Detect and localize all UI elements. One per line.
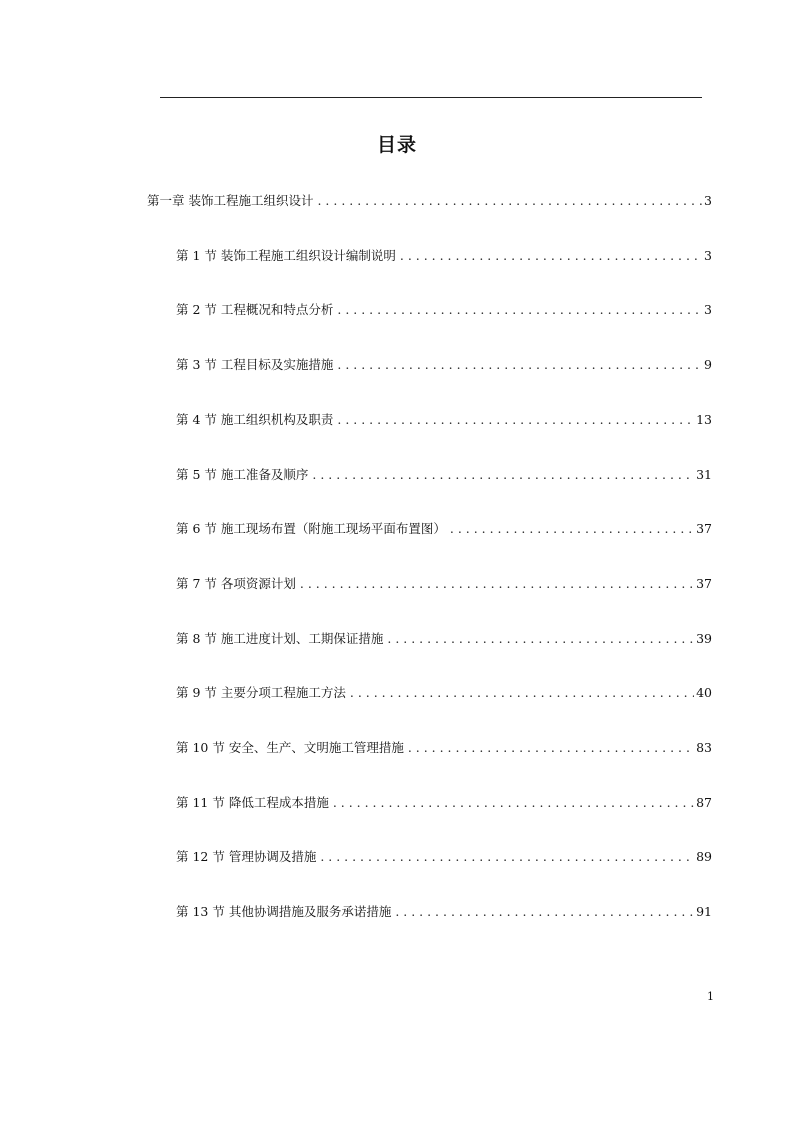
toc-entry-label: 第 12 节 管理协调及措施 bbox=[176, 849, 317, 864]
toc-leader-dots bbox=[320, 849, 694, 865]
toc-entry-label: 第 7 节 各项资源计划 bbox=[176, 576, 296, 591]
toc-entry[interactable] bbox=[176, 904, 712, 920]
toc-entry-label: 第 1 节 装饰工程施工组织设计编制说明 bbox=[176, 248, 396, 263]
toc-leader-dots bbox=[300, 576, 694, 592]
toc-entry-page: 3 bbox=[704, 193, 712, 208]
toc-leader-dots bbox=[450, 521, 694, 537]
toc-entry-label: 第 13 节 其他协调措施及服务承诺措施 bbox=[176, 904, 392, 919]
toc-leader-dots bbox=[333, 795, 694, 811]
toc-entry[interactable] bbox=[176, 412, 712, 428]
toc-leader-dots bbox=[337, 302, 702, 318]
page-number: 1 bbox=[707, 990, 714, 1003]
toc-entry-label: 第 4 节 施工组织机构及职责 bbox=[176, 412, 334, 427]
toc-leader-dots bbox=[350, 685, 694, 701]
toc-leader-dots bbox=[387, 631, 694, 647]
toc-entry-page: 37 bbox=[696, 576, 712, 591]
toc-entry-page: 89 bbox=[696, 849, 712, 864]
toc-entry-page: 13 bbox=[696, 412, 712, 427]
toc-entry-page: 39 bbox=[696, 631, 712, 646]
toc-entry-label: 第 10 节 安全、生产、文明施工管理措施 bbox=[176, 740, 404, 755]
toc-leader-dots bbox=[400, 248, 702, 264]
toc-entry-page: 3 bbox=[704, 248, 712, 263]
toc-entry-page: 31 bbox=[696, 467, 712, 482]
toc-entry[interactable] bbox=[176, 248, 712, 264]
toc-entry-page: 87 bbox=[696, 795, 712, 810]
toc-entry-label: 第 9 节 主要分项工程施工方法 bbox=[176, 685, 346, 700]
toc-entry-page: 91 bbox=[696, 904, 712, 919]
toc-leader-dots bbox=[337, 357, 702, 373]
toc-entry[interactable] bbox=[176, 576, 712, 592]
toc-entry-page: 9 bbox=[704, 357, 712, 372]
toc-entry-label: 第一章 装饰工程施工组织设计 bbox=[147, 193, 314, 208]
toc-entry-label: 第 2 节 工程概况和特点分析 bbox=[176, 302, 334, 317]
toc-leader-dots bbox=[337, 412, 694, 428]
page-title: 目录 bbox=[376, 134, 417, 156]
toc-entry[interactable] bbox=[176, 467, 712, 483]
toc-entry-page: 40 bbox=[696, 685, 712, 700]
toc-entry-label: 第 11 节 降低工程成本措施 bbox=[176, 795, 329, 810]
toc-entry-label: 第 5 节 施工准备及顺序 bbox=[176, 467, 309, 482]
toc-entry-page: 83 bbox=[696, 740, 712, 755]
toc-entry-page: 37 bbox=[696, 521, 712, 536]
toc-entry[interactable] bbox=[176, 631, 712, 647]
toc-leader-dots bbox=[395, 904, 694, 920]
toc-entry-label: 第 8 节 施工进度计划、工期保证措施 bbox=[176, 631, 384, 646]
header-rule bbox=[160, 97, 702, 98]
toc-entry[interactable] bbox=[176, 302, 712, 318]
toc-entry[interactable] bbox=[176, 740, 712, 756]
toc-entry[interactable] bbox=[176, 795, 712, 811]
toc-entry-label: 第 3 节 工程目标及实施措施 bbox=[176, 357, 334, 372]
toc-entry-page: 3 bbox=[704, 302, 712, 317]
toc-entry-label: 第 6 节 施工现场布置（附施工现场平面布置图） bbox=[176, 521, 446, 536]
toc-entry[interactable] bbox=[176, 849, 712, 865]
toc-entry[interactable] bbox=[176, 357, 712, 373]
toc-leader-dots bbox=[312, 467, 694, 483]
toc-leader-dots bbox=[408, 740, 694, 756]
toc-leader-dots bbox=[317, 193, 702, 209]
toc-entry[interactable] bbox=[147, 193, 712, 209]
toc-entry[interactable] bbox=[176, 685, 712, 701]
toc-entry[interactable] bbox=[176, 521, 712, 537]
